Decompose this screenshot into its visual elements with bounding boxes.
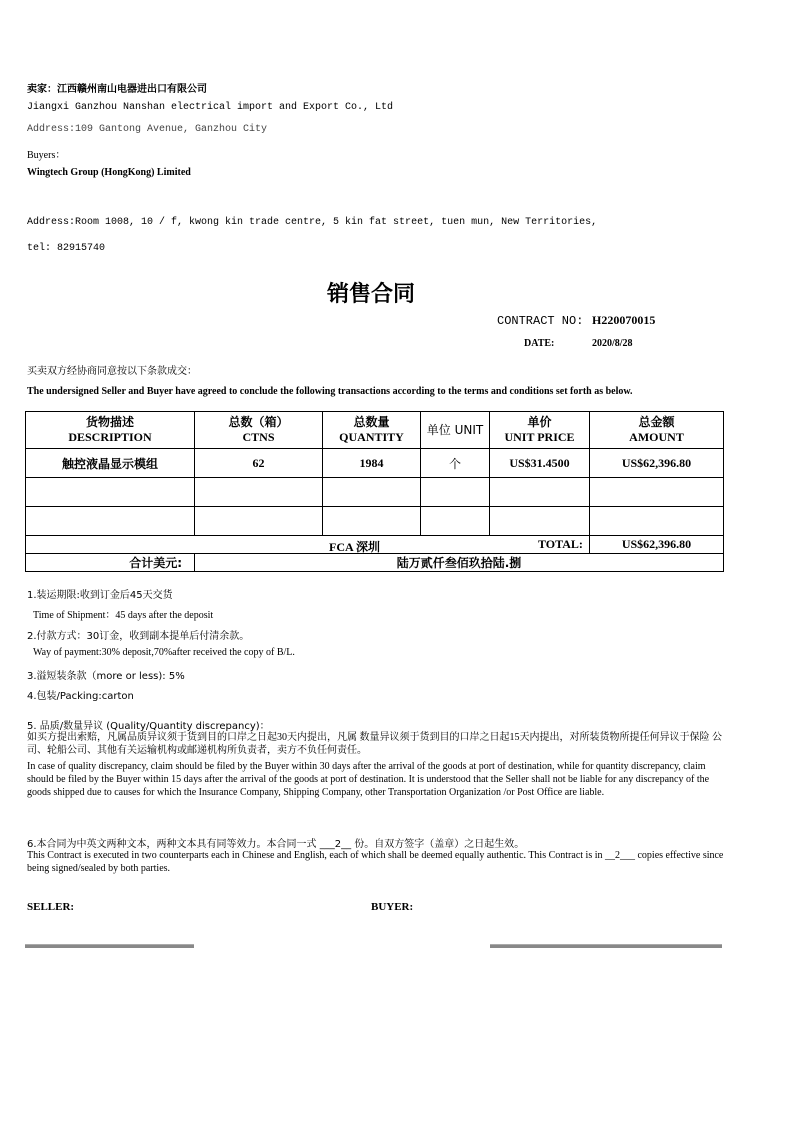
total-label-cell: [26, 536, 590, 554]
header-amount: 总金额 AMOUNT: [590, 412, 724, 449]
table-total-row: [26, 536, 724, 554]
term-3: 3.溢短装条款（more or less): 5%: [27, 671, 185, 682]
term-5-title: 5. 品质/数量异议 (Quality/Quantity discrepancy)：: [27, 721, 270, 732]
term-2-cn: 2.付款方式：30订金，收到副本提单后付清余款。: [27, 631, 250, 642]
term-1-en: Time of Shipment：45 days after the deposit: [33, 610, 214, 621]
table-sum-row: [26, 554, 724, 572]
contract-no-label: CONTRACT NO:: [497, 314, 584, 328]
fca-term: FCA 深圳: [329, 540, 381, 554]
seller-name-en: Jiangxi Ganzhou Nanshan electrical import and Export Co., Ltd: [27, 102, 394, 113]
term-4: 4.包装/Packing:carton: [27, 691, 134, 702]
term-6-cn: 6.本合同为中英文两种文本，两种文本具有同等效力。本合同一式 ___2__ 份。自双方签字（盖章）之日起生效。: [27, 839, 525, 850]
cell-unit-price: US$31.4500: [490, 449, 590, 478]
sum-label: 合计美元:: [26, 554, 195, 572]
cell-amount: US$62,396.80: [590, 449, 724, 478]
buyer-signature-label: BUYER:: [371, 901, 414, 913]
table-row-empty: [26, 507, 724, 536]
goods-table: [25, 411, 724, 572]
cell-unit: 个: [421, 449, 490, 478]
contract-date-label: DATE:: [524, 338, 555, 349]
header-unit-price: 单价 UNIT PRICE: [490, 412, 590, 449]
buyers-label: Buyers：: [27, 150, 66, 161]
header-description: 货物描述 DESCRIPTION: [26, 412, 195, 449]
table-row: [26, 449, 724, 478]
buyer-signature-line: [490, 944, 722, 948]
term-1-cn: 1.装运期限:收到订金后45天交货: [27, 590, 173, 601]
table-row-empty: [26, 478, 724, 507]
table-header-row: [26, 412, 724, 449]
intro-cn: 买卖双方经协商同意按以下条款成交：: [27, 366, 197, 377]
cell-ctns: 62: [195, 449, 323, 478]
seller-address: Address:109 Gantong Avenue, Ganzhou City: [27, 124, 268, 135]
contract-date-value: 2020/8/28: [592, 338, 633, 349]
header-quantity: 总数量 QUANTITY: [323, 412, 421, 449]
header-unit: 单位 UNIT: [421, 412, 490, 449]
contract-title: 销售合同: [327, 282, 416, 307]
sum-in-words: 陆万贰仟叁佰玖拾陆.捌: [195, 554, 724, 572]
buyer-tel: tel: 82915740: [27, 243, 106, 254]
intro-en: The undersigned Seller and Buyer have agreed to conclude the following transactions according to the terms and conditions set forth as below.: [27, 386, 633, 397]
cell-description: 触控液晶显示模组: [26, 449, 195, 478]
seller-name-cn: 卖家：江西赣州南山电器进出口有限公司: [27, 84, 207, 95]
term-6-en: This Contract is executed in two counterparts each in Chinese and English, each of which shall be deemed equally authentic. This Contract is in __2___ copies effective since being signed/sealed by both parties.: [27, 850, 724, 874]
term-5-en: In case of quality discrepancy, claim should be filed by the Buyer within 30 days after the arrival of the goods at port of destination, while for quantity discrepancy, claim should be filed by the Buyer within 15 days after the arrival of the goods at port of destination. It is understood that the Seller shall not be liable for any discrepancy of the goods shipped due to causes for which the Insurance Company, Shipping Company, other Transportation Organization /or Post Office are liable.: [27, 761, 710, 798]
term-2-en: Way of payment:30% deposit,70%after received the copy of B/L.: [33, 647, 295, 658]
contract-no-value: H220070015: [592, 313, 656, 327]
total-label: TOTAL:: [538, 537, 583, 551]
term-5-cn: 如买方提出索赔，凡属品质异议须于货到目的口岸之日起30天内提出，凡属 数量异议须于货到目的口岸之日起15天内提出，对所装货物所提任何异议于保险 公司、轮船公司、其他有关运输机构或邮递机构所负责者，卖方不负任何责任。: [27, 732, 722, 756]
header-ctns: 总数（箱） CTNS: [195, 412, 323, 449]
seller-signature-line: [25, 944, 194, 948]
buyer-address: Address:Room 1008, 10 / f, kwong kin trade centre, 5 kin fat street, tuen mun, New Territories,: [27, 217, 598, 228]
total-value: US$62,396.80: [590, 536, 724, 554]
buyer-name: Wingtech Group (HongKong) Limited: [27, 167, 191, 178]
seller-signature-label: SELLER:: [27, 901, 75, 913]
cell-quantity: 1984: [323, 449, 421, 478]
